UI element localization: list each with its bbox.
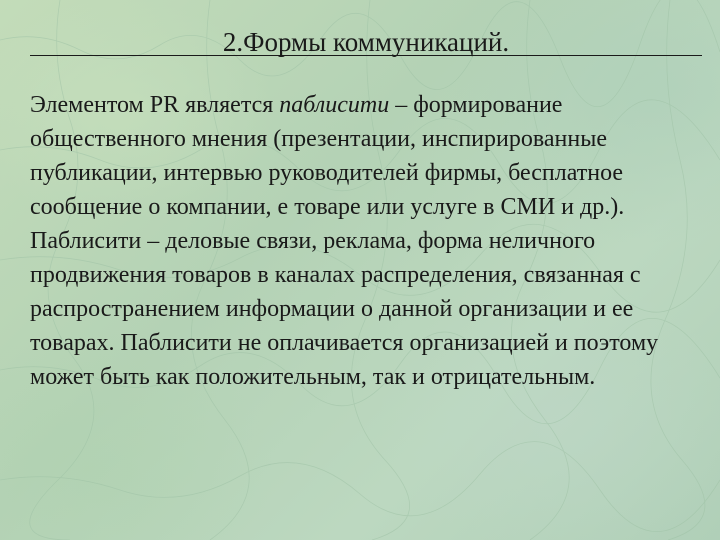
paragraph-publicity-definition — [30, 88, 712, 224]
title-underline — [30, 55, 702, 56]
publicity-term: паблисити — [279, 92, 390, 118]
paragraph-publicity-description: Паблисити – деловые связи, реклама, форма неличного продвижения товаров в каналах распределения, связанная с распространением информации о данной организации и ее товарах. Паблисити не оплачивается организацией и поэтому может быть как положительным, так и отрицательным. — [30, 228, 659, 390]
paragraph-lead: Элементом PR является — [30, 92, 280, 118]
slide-title: 2.Формы коммуникаций. — [222, 27, 510, 57]
paragraph-rest: – формирование общественного мнения (презентации, инспирированные публикации, интервью руководителей фирмы, бесплатное сообщение о компании, е товаре или услуге в СМИ и др.). — [30, 92, 625, 220]
slide-body — [30, 88, 712, 394]
